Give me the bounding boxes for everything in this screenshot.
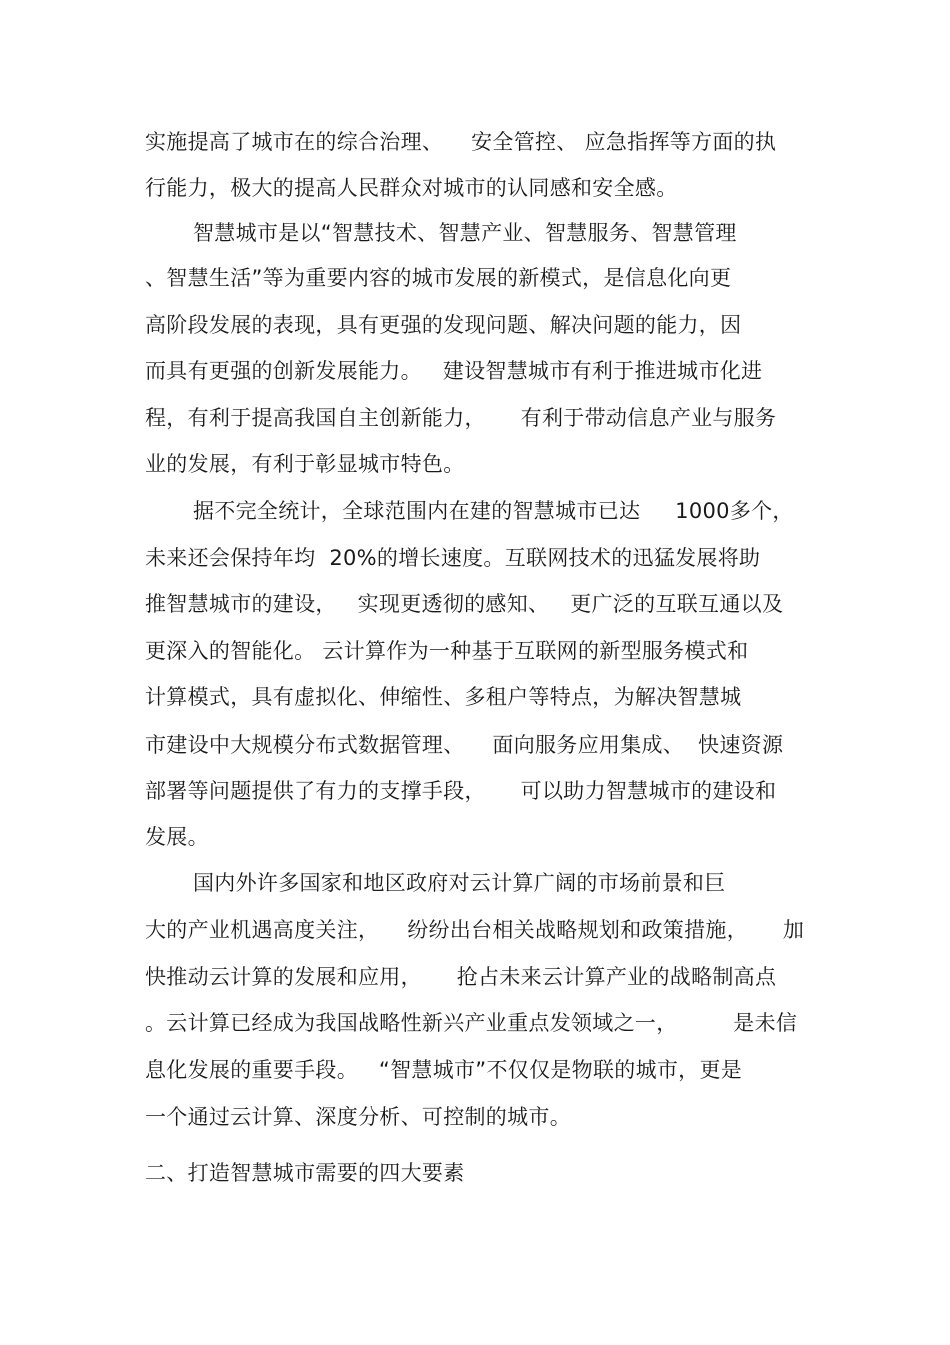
text-line: 部署等问题提供了有力的支撑手段， 可以助力智慧城市的建设和 [145,779,777,803]
text-line: 高阶段发展的表现，具有更强的发现问题、解决问题的能力，因 [145,313,742,337]
text-line: 行能力，极大的提高人民群众对城市的认同感和安全感。 [145,176,678,200]
text-line: 更深入的智能化。 云计算作为一种基于互联网的新型服务模式和 [145,639,749,663]
paragraph-start-line: 据不完全统计，全球范围内在建的智慧城市已达 1000多个， [193,499,794,523]
text-line: 推智慧城市的建设， 实现更透彻的感知、 更广泛的互联互通以及 [145,592,784,616]
text-line: 业的发展，有利于彰显城市特色。 [145,452,465,476]
text-line: 快推动云计算的发展和应用， 抢占未来云计算产业的战略制高点 [145,965,777,989]
paragraph-start-line: 智慧城市是以“智慧技术、智慧产业、智慧服务、智慧管理 [193,221,737,245]
text-line: 一个通过云计算、深度分析、可控制的城市。 [145,1105,571,1129]
text-line: 发展。 [145,825,209,849]
text-line: 计算模式，具有虚拟化、伸缩性、多租户等特点，为解决智慧城 [145,685,742,709]
text-line: 。云计算已经成为我国战略性新兴产业重点发领域之一， 是未信 [145,1011,798,1035]
text-line: 实施提高了城市在的综合治理、 安全管控、 应急指挥等方面的执 [145,130,777,154]
text-line: 大的产业机遇高度关注， 纷纷出台相关战略规划和政策措施， 加 [145,918,805,942]
text-line: 市建设中大规模分布式数据管理、 面向服务应用集成、 快速资源 [145,733,784,757]
text-line: 而具有更强的创新发展能力。 建设智慧城市有利于推进城市化进 [145,359,763,383]
text-line: 程，有利于提高我国自主创新能力， 有利于带动信息产业与服务 [145,406,777,430]
paragraph-start-line: 国内外许多国家和地区政府对云计算广阔的市场前景和巨 [193,871,726,895]
text-line: 息化发展的重要手段。 “智慧城市”不仅仅是物联的城市，更是 [145,1058,743,1082]
section-heading: 二、打造智慧城市需要的四大要素 [145,1161,465,1185]
text-line: 、智慧生活”等为重要内容的城市发展的新模式，是信息化向更 [145,266,732,290]
text-line: 未来还会保持年均 20%的增长速度。互联网技术的迅猛发展将助 [145,546,761,570]
